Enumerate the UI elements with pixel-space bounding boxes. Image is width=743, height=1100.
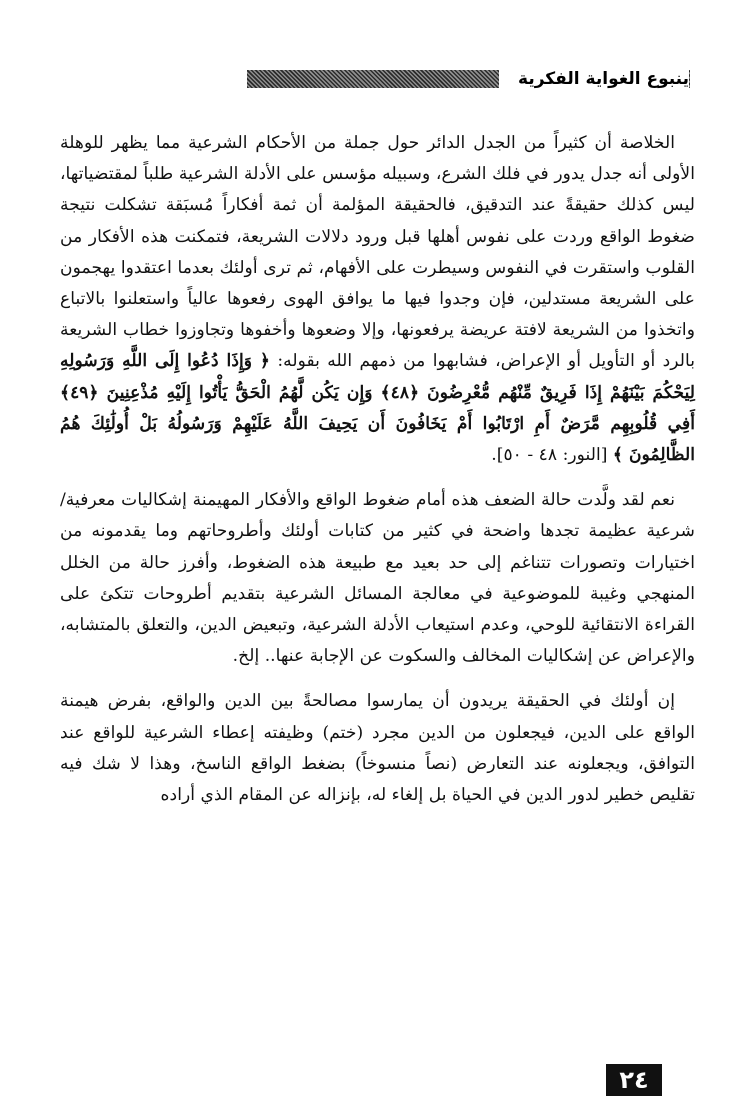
- running-header: [0, 68, 743, 90]
- running-header-title: ينبوع الغواية الفكرية: [499, 68, 689, 90]
- paragraph-1: [60, 128, 695, 471]
- paragraph-2: نعم لقد ولَّدت حالة الضعف هذه أمام ضغوط الواقع والأفكار المهيمنة إشكاليات معرفية/ شرعية عظيمة تجدها واضحة في كثير من كتابات أولئك وأطروحاتهم وما يقدمونه من اختيارات وتصورات تتناغم إلى حد بعيد مع طبيعة هذه الضغوط، وأفرز حالة من الخلل المنهجي وغيبة للموضوعية في معالجة المسائل الشرعية بتقديم أطروحات تتكئ على القراءة الانتقائية للوحي، وعدم استيعاب الأدلة الشرعية، وتبعيض الدين، والتعلق بالمتشابه، والإعراض عن إشكاليات المخالف والسكوت عن الإجابة عنها.. إلخ.: [60, 490, 695, 667]
- paragraph-3: إن أولئك في الحقيقة يريدون أن يمارسوا مصالحةً بين الدين والواقع، بفرض هيمنة الواقع على الدين، فيجعلون من الدين مجرد (ختم) وظيفته إعطاء الشرعية للواقع عند التوافق، ويجعلونه عند التعارض (نصاً منسوخاً) بضغط الواقع الناسخ، وهذا لا شك فيه تقليص خطير لدور الدين في الحياة بل إلغاء له، بإنزاله عن المقام الذي أراده: [60, 691, 695, 806]
- quran-quote: ﴿ وَإِذَا دُعُوا إِلَى اللَّهِ وَرَسُولِهِ لِيَحْكُمَ بَيْنَهُمْ إِذَا فَرِيقٌ مِّنْهُم مُّعْرِضُونَ ﴿٤٨﴾ وَإِن يَكُن لَّهُمُ الْحَقُّ يَأْتُوا إِلَيْهِ مُذْعِنِينَ ﴿٤٩﴾ أَفِي قُلُوبِهِم مَّرَضٌ أَمِ ارْتَابُوا أَمْ يَخَافُونَ أَن يَحِيفَ اللَّهُ عَلَيْهِمْ وَرَسُولُهُ بَلْ أُولَٰئِكَ هُمُ الظَّالِمُونَ ﴾: [60, 351, 695, 466]
- page-body: [60, 128, 695, 811]
- paragraph-1-text: الخلاصة أن كثيراً من الجدل الدائر حول جملة من الأحكام الشرعية مما يظهر للوهلة الأولى أنه جدل يدور في فلك الشرع، وسبيله مؤسس على الأدلة الشرعية طلباً لمقتضياتها، ليس كذلك حقيقةً عند التدقيق، فالحقيقة المؤلمة أن ثمة أفكاراً مُسبَقة تشكلت نتيجة ضغوط الواقع وردت على نفوس أهلها قبل ورود دلالات الشريعة، فتمكنت هذه الأفكار من القلوب واستقرت في النفوس وسيطرت على الأفهام، ثم ترى أولئك بعدما اعتقدوا يهجمون على الشريعة مستدلين، فإن وجدوا فيها ما يوافق الهوى رفعوها عالياً واستعلنوا بالاتباع واتخذوا من الشريعة لافتة عريضة يرفعونها، وإلا وضعوها وأخفوها وتجاوزوا خطاب الشريعة بالرد أو التأويل أو الإعراض، فشابهوا من ذمهم الله بقوله:: [60, 133, 695, 372]
- page-number: ٢٤: [606, 1064, 662, 1096]
- quran-citation: [النور: ٤٨ - ٥٠].: [491, 445, 613, 466]
